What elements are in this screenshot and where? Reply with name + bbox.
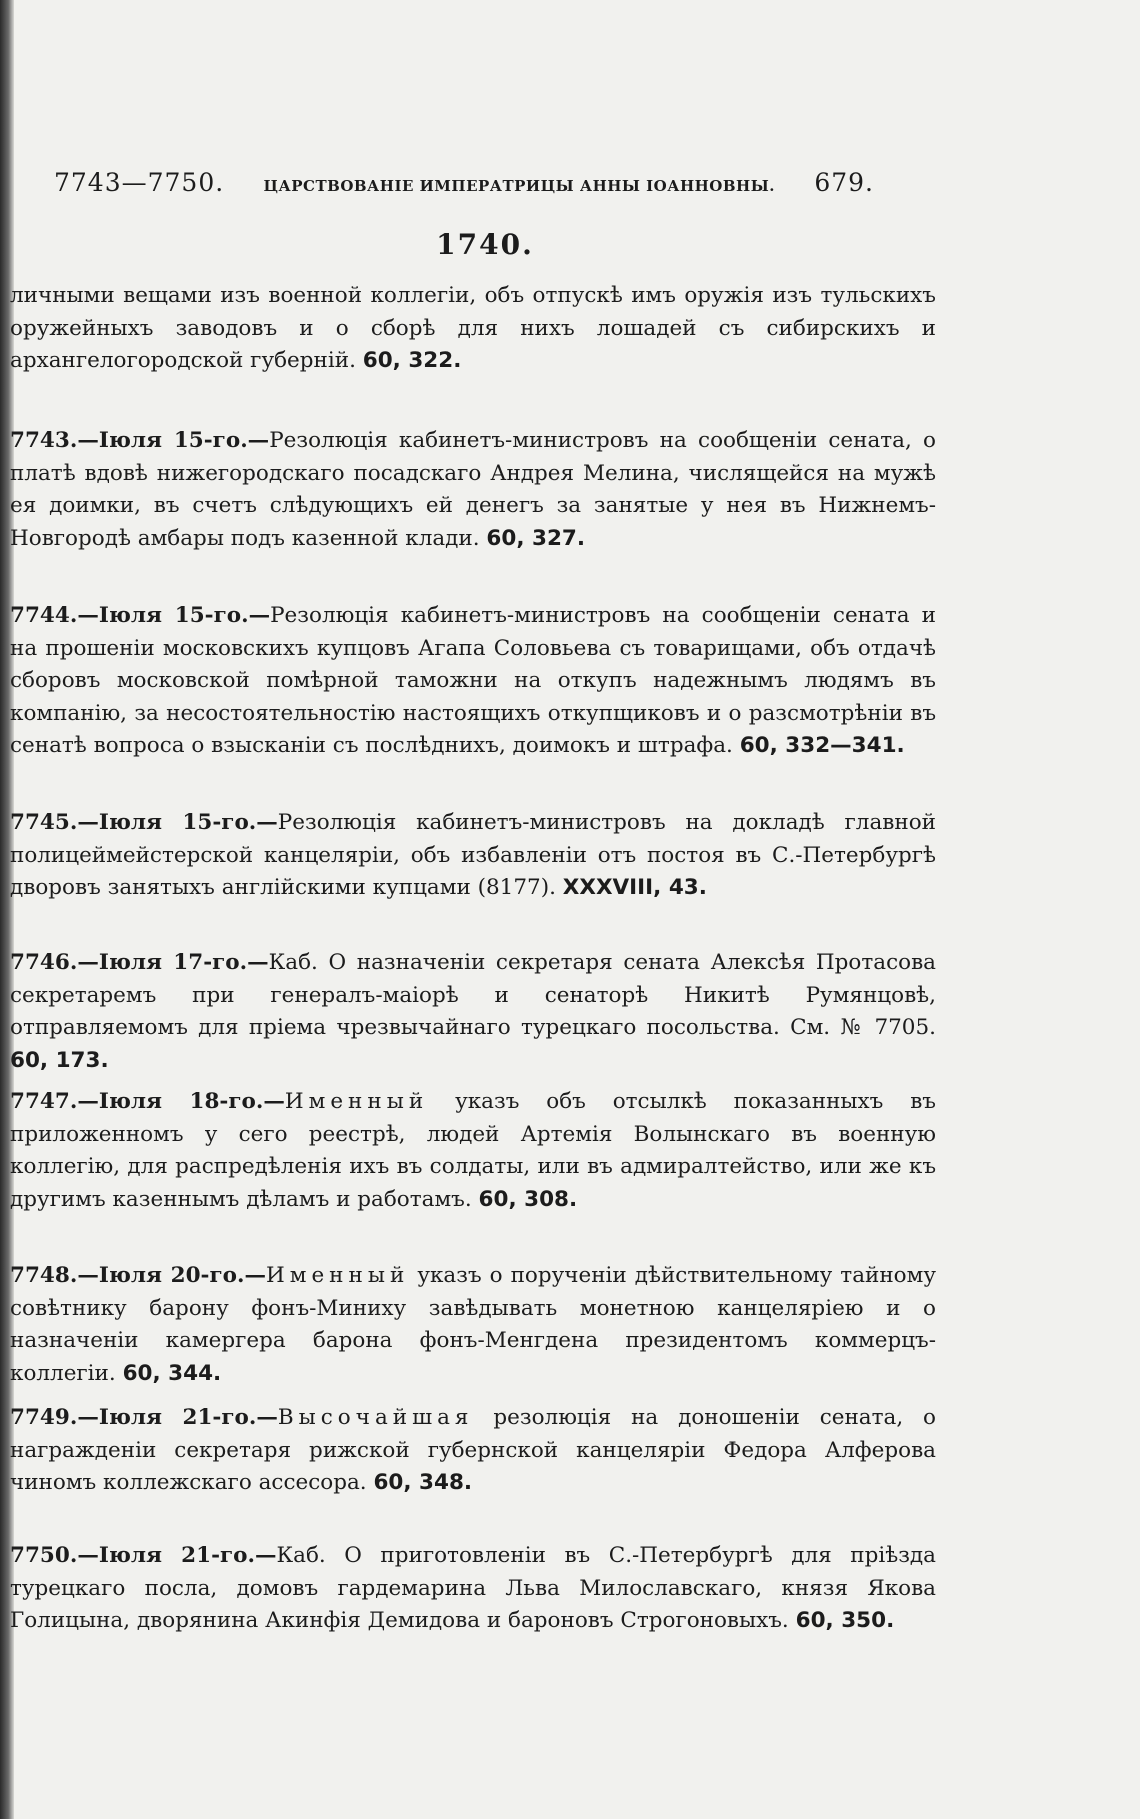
entry-number: 7743. [10, 428, 78, 453]
entry-date: —Іюля 15-го.— [77, 810, 278, 835]
entry-7745: 7745.—Іюля 15-го.—Резолюція кабинетъ-министровъ на докладѣ главной полицеймейстерской канцеляріи, объ избавленіи отъ постоя въ С.-Петербургѣ дворовъ занятыхъ англійскими купцами (8177). XXXVIII, 43. [10, 810, 936, 900]
entry-7747: 7747.—Іюля 18-го.—Именный указъ объ отсылкѣ показанныхъ въ приложенномъ у сего реестрѣ, людей Артемія Волынскаго въ военную коллегію, для распредѣленія ихъ въ солдаты, или въ адмиралтейство, или же къ другимъ казеннымъ дѣламъ и работамъ. 60, 308. [10, 1089, 936, 1212]
entry-date: —Іюля 21-го.— [77, 1405, 278, 1430]
entry-date: —Іюля 20-го.— [77, 1263, 266, 1288]
entry-source: 60, 348. [373, 1470, 473, 1495]
entry-continuation: личными вещами изъ военной коллегіи, объ отпускѣ имъ оружія изъ тульскихъ оружейныхъ заводовъ и о сборѣ для нихъ лошадей съ сибирскихъ и архангелогородской губерній. 60, 322. [10, 283, 936, 373]
spaced-word: Именный [284, 1089, 429, 1114]
entry-number: 7746. [10, 950, 78, 975]
entry-source: 60, 327. [486, 525, 586, 551]
entry-date: —Іюля 15-го.— [77, 603, 271, 628]
entry-source: XXXVIII, 43. [562, 875, 707, 900]
header-page-number: 679. [814, 168, 874, 197]
spaced-word: Именный [265, 1263, 410, 1288]
entry-7748: 7748.—Іюля 20-го.—Именный указъ о порученіи дѣйствительному тайному совѣтнику барону фонъ-Миниху завѣдывать монетною канцеляріею и о назначеніи камергера барона фонъ-Менгдена президентомъ коммерцъ-коллегіи. 60, 344. [10, 1263, 936, 1386]
entry-date: —Іюля 21-го.— [77, 1543, 277, 1568]
entry-source: 60, 350. [795, 1608, 895, 1633]
entry-number: 7747. [10, 1089, 78, 1114]
entry-number: 7748. [10, 1263, 78, 1288]
entry-source: 60, 173. [10, 1047, 109, 1073]
page-header [54, 168, 874, 208]
entry-number: 7749. [10, 1405, 78, 1430]
entry-source: 60, 332—341. [739, 733, 905, 758]
entry-date: —Іюля 18-го.— [77, 1089, 285, 1114]
entry-source: 60, 308. [478, 1186, 578, 1212]
header-entry-range: 7743—7750. [54, 168, 225, 197]
entry-date: —Іюля 17-го.— [77, 950, 269, 975]
entry-number: 7744. [10, 603, 78, 628]
year-heading: 1740. [436, 228, 534, 261]
entry-7744: 7744.—Іюля 15-го.—Резолюція кабинетъ-министровъ на сообщеніи сената и на прошеніи московскихъ купцовъ Агапа Соловьева съ товарищами, объ отдачѣ сборовъ московской помѣрной таможни на откупъ надежнымъ людямъ въ компанію, за несостоятельностію настоящихъ откупщиковъ и о разсмотрѣніи въ сенатѣ вопроса о взысканіи съ послѣднихъ, доимокъ и штрафа. 60, 332—341. [10, 603, 936, 758]
entry-7746: 7746.—Іюля 17-го.—Каб. О назначеніи секретаря сената Алексѣя Протасова секретаремъ при генералъ-маіорѣ и сенаторѣ Никитѣ Румянцовѣ, отправляемомъ для пріема чрезвычайнаго турецкаго посольства. См. № 7705. 60, 173. [10, 950, 936, 1073]
entry-date: —Іюля 15-го.— [77, 428, 270, 453]
entry-7743: 7743.—Іюля 15-го.—Резолюція кабинетъ-министровъ на сообщеніи сената, о платѣ вдовѣ нижегородскаго посадскаго Андрея Мелина, числящейся на мужѣ ея доимки, въ счетъ слѣдующихъ ей денегъ за занятые у нея въ Нижнемъ-Новгородѣ амбары подъ казенной клади. 60, 327. [10, 428, 936, 551]
entry-source: 60, 344. [122, 1360, 222, 1386]
header-running-title: ЦАРСТВОВАНІЕ ИМПЕРАТРИЦЫ АННЫ ІОАННОВНЫ. [263, 177, 775, 195]
entry-7750: 7750.—Іюля 21-го.—Каб. О приготовленіи въ С.-Петербургѣ для пріѣзда турецкаго посла, домовъ гардемарина Льва Милославскаго, князя Якова Голицына, дворянина Акинфія Демидова и бароновъ Строгоновыхъ. 60, 350. [10, 1543, 936, 1633]
entry-number: 7750. [10, 1543, 78, 1568]
entry-7749: 7749.—Іюля 21-го.—Высочайшая резолюція на доношеніи сената, о награжденіи секретаря рижской губернской канцеляріи Федора Алферова чиномъ коллежскаго ассесора. 60, 348. [10, 1405, 936, 1495]
entry-source: 60, 322. [362, 348, 462, 373]
entry-number: 7745. [10, 810, 78, 835]
spaced-word: Высочайшая [277, 1405, 474, 1430]
